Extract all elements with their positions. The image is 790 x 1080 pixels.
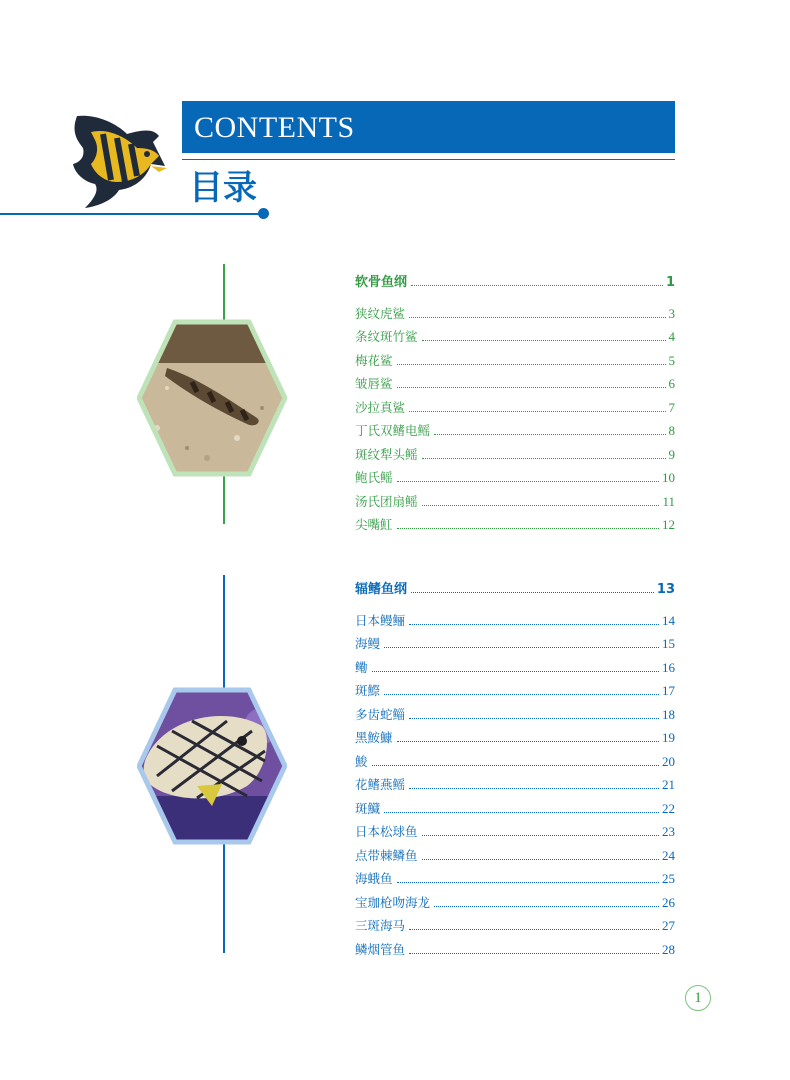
toc-leader-dots [409,624,659,625]
toc-entry-title: 鳞烟管鱼 [355,941,406,957]
toc-leader-dots [397,741,659,742]
toc-leader-dots [372,671,659,672]
toc-leader-dots [397,528,659,529]
toc-entry[interactable] [355,439,675,463]
toc-leader-dots [384,647,659,648]
toc-entry-page: 4 [668,329,675,344]
toc-entry[interactable] [355,723,675,747]
toc-entry-page: 22 [662,800,675,816]
toc-entry-page: 23 [662,824,675,839]
toc-entry[interactable] [355,770,675,794]
toc-entry-title: 多齿蛇鲻 [355,706,406,722]
toc-entry[interactable] [355,911,675,935]
toc-leader-dots [409,718,659,719]
toc-entry-title: 丁氏双鳍电鳐 [355,423,431,438]
page-title: CONTENTS [194,111,355,144]
toc-leader-dots [422,859,659,860]
toc-leader-dots [409,788,659,789]
toc-entry[interactable] [355,416,675,440]
toc-entry-title: 斑鱵 [355,800,381,816]
toc-entry[interactable] [355,676,675,700]
toc-entry-title: 宝珈枪吻海龙 [355,894,431,910]
toc-entry[interactable] [355,652,675,676]
toc-entry-page: 25 [662,871,675,886]
toc-entry-title: 海蛾鱼 [355,871,393,886]
toc-entry-title: 皱唇鲨 [355,376,393,391]
toc-leader-dots [409,929,659,930]
toc-entry-title: 黑鮟鱇 [355,730,393,745]
toc-heading-page: 13 [656,582,675,597]
toc-leader-dots [397,481,659,482]
toc-entry[interactable] [355,605,675,629]
toc-entry[interactable] [355,369,675,393]
toc-leader-dots [434,434,665,435]
toc-entry-title: 日本鳗鲡 [355,612,406,628]
toc-entry-page: 21 [662,777,675,792]
toc-entry-page: 20 [662,753,675,769]
toc-heading-title: 辐鳍鱼纲 [355,582,408,597]
toc-entry[interactable] [355,298,675,322]
toc-leader-dots [422,835,659,836]
toc-entry[interactable] [355,392,675,416]
divider-dot [258,208,269,219]
toc-leader-dots [422,505,660,506]
toc-leader-dots [384,812,659,813]
page-number-badge: 1 [685,985,711,1011]
toc-entry-page: 7 [668,399,675,415]
toc-leader-dots [434,906,659,907]
toc-entry-page: 14 [662,612,675,628]
toc-leader-dots [372,765,659,766]
toc-entry-title: 鳓 [355,659,368,675]
toc-entry-page: 12 [662,517,675,532]
toc-entry-title: 鲍氏鳐 [355,470,393,485]
toc-entry[interactable] [355,345,675,369]
left-divider [0,213,262,215]
toc-leader-dots [397,387,666,388]
toc-entry[interactable] [355,864,675,888]
toc-entry[interactable] [355,840,675,864]
toc-leader-dots [411,592,654,593]
toc-entry[interactable] [355,463,675,487]
toc-entry-title: 花鳍燕鳐 [355,777,406,792]
toc-entry-title: 斑纹犁头鳐 [355,446,418,462]
toc-leader-dots [422,340,666,341]
toc-section-1 [355,266,675,533]
toc-entry-page: 9 [668,446,675,462]
toc-entry-page: 5 [668,352,675,368]
toc-entry-page: 26 [662,894,675,910]
toc-leader-dots [409,317,665,318]
toc-entry[interactable] [355,746,675,770]
toc-entry-page: 8 [668,423,675,438]
toc-entry-page: 3 [668,305,675,321]
toc-entry-title: 日本松球鱼 [355,824,418,839]
toc-leader-dots [397,364,666,365]
toc-entry-page: 27 [662,918,675,933]
toc-entry-page: 18 [662,706,675,722]
angelfish-logo-icon [55,108,173,213]
toc-leader-dots [422,458,666,459]
toc-leader-dots [409,411,665,412]
toc-entry-page: 16 [662,659,675,675]
toc-entry[interactable] [355,817,675,841]
toc-entry-page: 28 [662,941,675,957]
toc-entry-title: 鮻 [355,753,368,769]
toc-entry[interactable] [355,699,675,723]
pinecone-fish-photo [137,686,287,846]
toc-entry-page: 15 [662,636,675,651]
toc-entry-page: 6 [668,376,675,391]
toc-entry-title: 点带棘鳞鱼 [355,847,418,863]
page-subtitle: 目录 [189,168,257,208]
toc-entry-title: 沙拉真鲨 [355,399,406,415]
toc-section-heading[interactable] [355,573,675,597]
toc-entry-title: 条纹斑竹鲨 [355,329,418,344]
toc-entry-title: 梅花鲨 [355,352,393,368]
toc-entry-title: 三斑海马 [355,918,406,933]
toc-entry-page: 17 [662,683,675,698]
toc-entry[interactable] [355,322,675,346]
toc-entry-title: 汤氏团扇鳐 [355,493,418,509]
toc-entry[interactable] [355,793,675,817]
toc-leader-dots [397,882,659,883]
toc-leader-dots [409,953,659,954]
toc-entry[interactable] [355,934,675,958]
toc-entry-page: 10 [662,470,675,485]
toc-leader-dots [411,285,663,286]
toc-entry[interactable] [355,486,675,510]
toc-entry-title: 海鳗 [355,636,381,651]
toc-entry[interactable] [355,510,675,534]
header-divider [182,159,675,160]
toc-entry-page: 19 [662,730,675,745]
toc-entry[interactable] [355,629,675,653]
toc-section-2 [355,573,675,958]
toc-entry-title: 尖嘴魟 [355,517,393,532]
toc-entry[interactable] [355,887,675,911]
toc-leader-dots [384,694,659,695]
toc-entry-title: 狭纹虎鲨 [355,305,406,321]
toc-entry-page: 24 [662,847,675,863]
toc-heading-page: 1 [665,275,675,290]
toc-entry-title: 斑鰶 [355,683,381,698]
toc-entry-page: 11 [662,493,675,509]
toc-section-heading[interactable] [355,266,675,290]
toc-heading-title: 软骨鱼纲 [355,275,408,290]
shark-photo [137,318,287,478]
